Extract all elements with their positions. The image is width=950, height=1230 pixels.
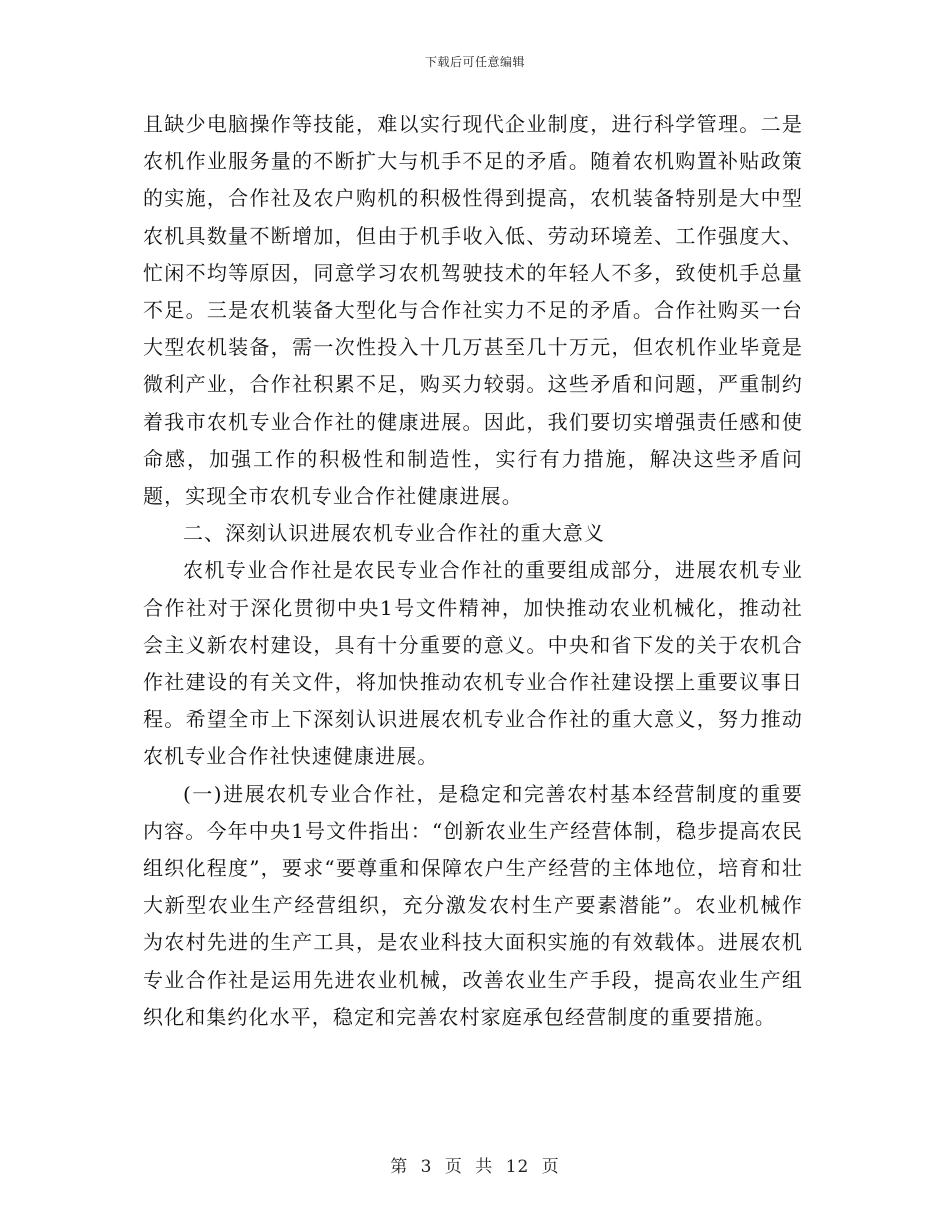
paragraph-2: 农机专业合作社是农民专业合作社的重要组成部分，进展农机专业合作社对于深化贯彻中央1号文件精神，加快推动农业机械化，推动社会主义新农村建设，具有十分重要的意义。中央和省下发的关于农机合作社建设的有关文件，将加快推动农机专业合作社建设摆上重要议事日程。希望全市上下深刻认识进展农机专业合作社的重大意义，努力推动农机专业合作社快速健康进展。 [143, 558, 803, 769]
section-heading: 二、深刻认识进展农机专业合作社的重大意义 [183, 521, 605, 546]
page-number-footer: 第 3 页 共 12 页 [390, 1157, 560, 1177]
paragraph-1: 且缺少电脑操作等技能，难以实行现代企业制度，进行科学管理。二是农机作业服务量的不断扩大与机手不足的矛盾。随着农机购置补贴政策的实施，合作社及农户购机的积极性得到提高，农机装备特别是大中型农机具数量不断增加，但由于机手收入低、劳动环境差、工作强度大、忙闲不均等原因，同意学习农机驾驶技术的年轻人不多，致使机手总量不足。三是农机装备大型化与合作社实力不足的矛盾。合作社购买一台大型农机装备，需一次性投入十几万甚至几十万元，但农机作业毕竟是微利产业，合作社积累不足，购买力较弱。这些矛盾和问题，严重制约着我市农机专业合作社的健康进展。因此，我们要切实增强责任感和使命感，加强工作的积极性和制造性，实行有力措施，解决这些矛盾问题，实现全市农机专业合作社健康进展。 [143, 112, 803, 509]
page-header: 下载后可任意编辑 [424, 55, 525, 69]
paragraph-3: (一)进展农机专业合作社，是稳定和完善农村基本经营制度的重要内容。今年中央1号文件指出：“创新农业生产经营体制，稳步提高农民组织化程度”，要求“要尊重和保障农户生产经营的主体地位，培育和壮大新型农业生产经营组织，充分激发农村生产要素潜能”。农业机械作为农村先进的生产工具，是农业科技大面积实施的有效载体。进展农机专业合作社是运用先进农业机械，改善农业生产手段，提高农业生产组织化和集约化水平，稳定和完善农村家庭承包经营制度的重要措施。 [143, 781, 803, 1029]
document-body [143, 106, 803, 1036]
